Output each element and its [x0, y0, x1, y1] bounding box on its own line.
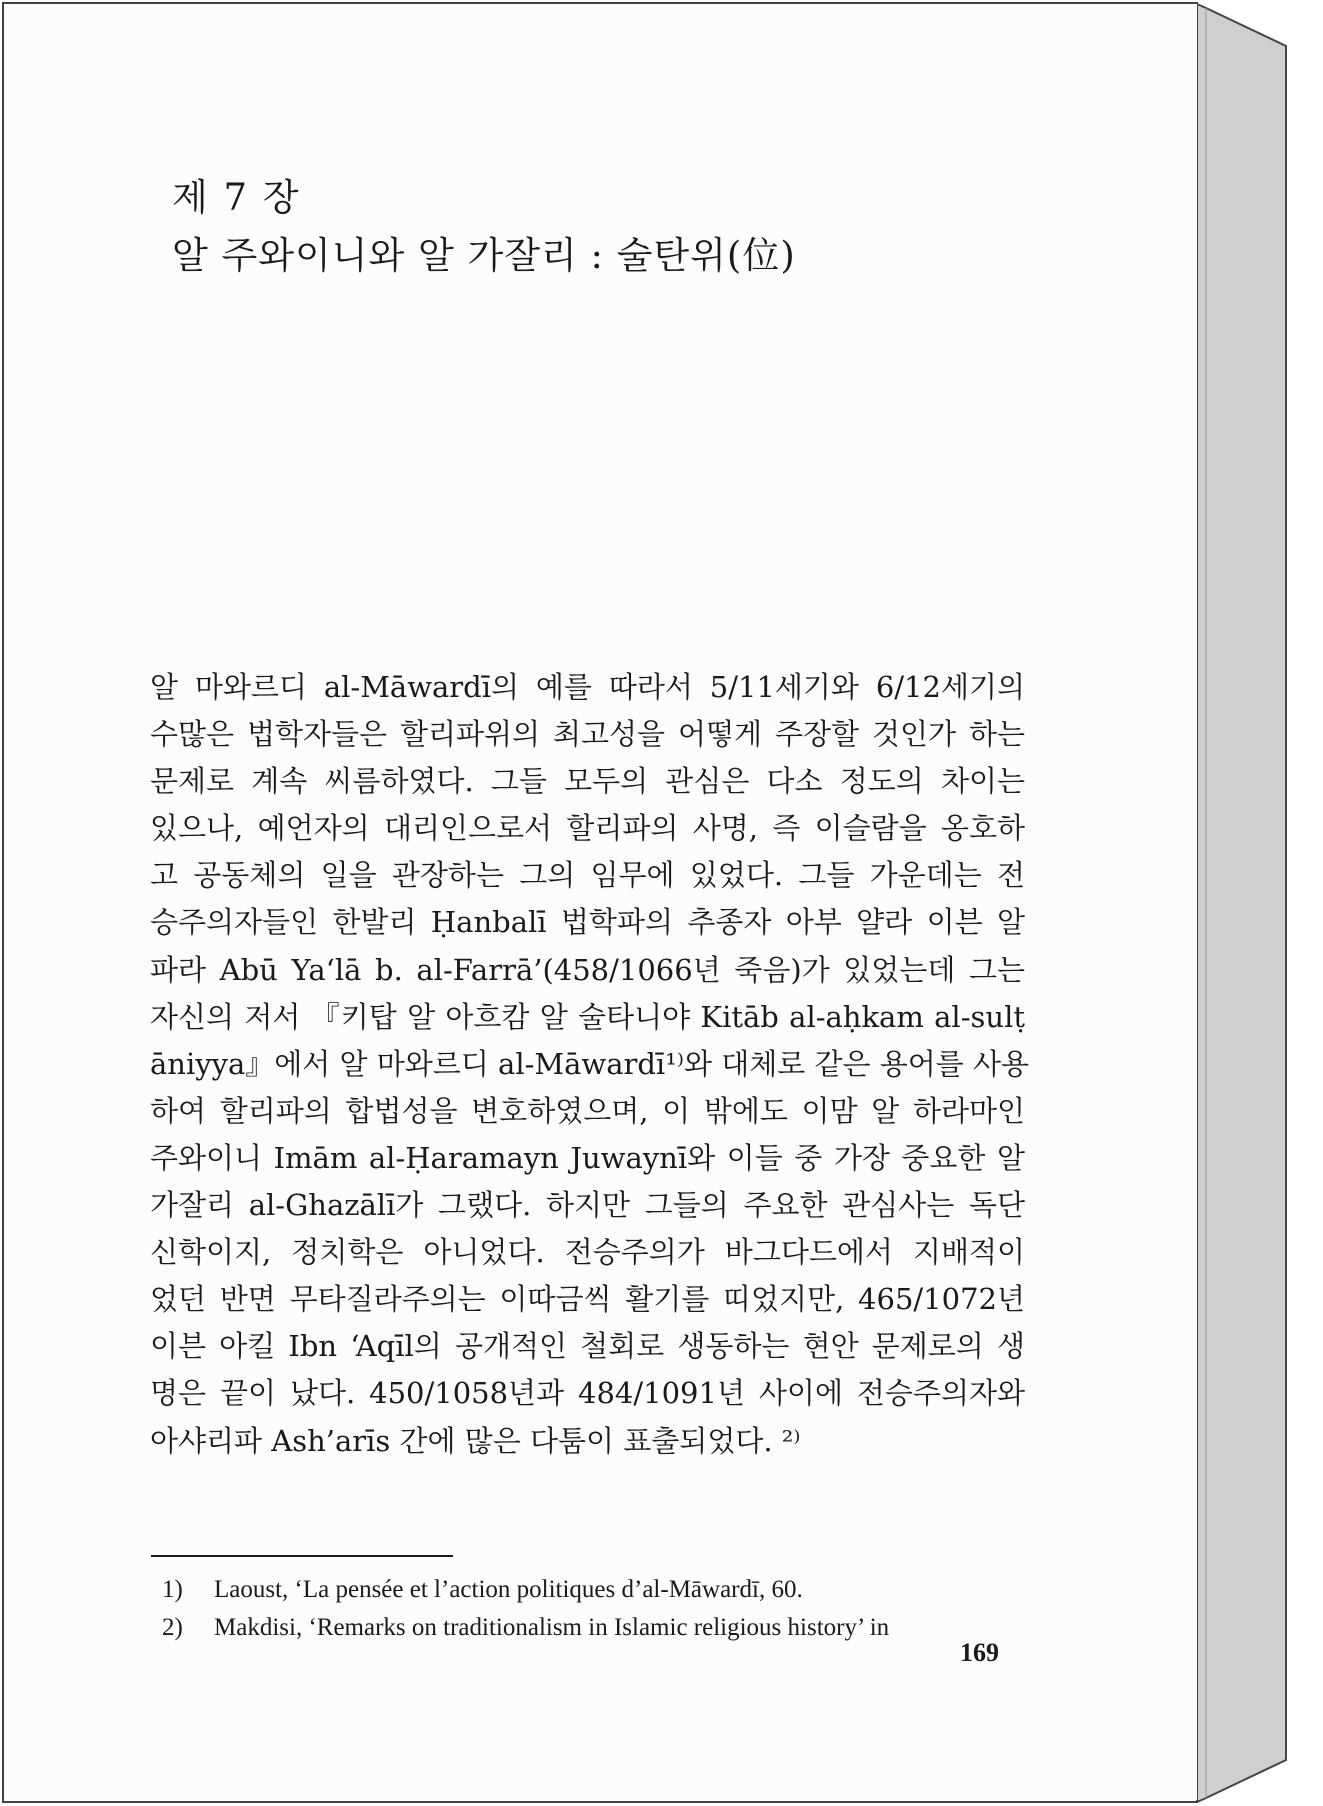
- body-line: āniyya』에서 알 마와르디 al-Māwardī¹⁾와 대체로 같은 용어를 사용: [150, 1046, 1029, 1081]
- body-line: 명은 끝이 났다. 450/1058년과 484/1091년 사이에 전승주의자와: [150, 1376, 1025, 1411]
- body-line: 고 공동체의 일을 관장하는 그의 임무에 있었다. 그들 가운데는 전: [150, 858, 1025, 893]
- page-number: 169: [960, 1638, 999, 1667]
- body-line: 신학이지, 정치학은 아니었다. 전승주의가 바그다드에서 지배적이: [150, 1235, 1025, 1270]
- body-line: 었던 반면 무타질라주의는 이따금씩 활기를 띠었지만, 465/1072년: [150, 1282, 1025, 1317]
- body-line: 하여 할리파의 합법성을 변호하였으며, 이 밖에도 이맘 알 하라마인: [150, 1093, 1025, 1128]
- footnote-2: [162, 1609, 1032, 1647]
- body-line: 수많은 법학자들은 할리파위의 최고성을 어떻게 주장할 것인가 하는: [150, 717, 1025, 752]
- body-line: 문제로 계속 씨름하였다. 그들 모두의 관심은 다소 정도의 차이는: [150, 764, 1025, 799]
- chapter-title: 알 주와이니와 알 가잘리 : 술탄위(位): [172, 234, 796, 277]
- chapter-number: 제 7 장: [172, 176, 301, 219]
- body-line: 있으나, 예언자의 대리인으로서 할리파의 사명, 즉 이슬람을 옹호하: [150, 811, 1025, 846]
- page-stack-edge: [1197, 4, 1286, 1802]
- footnote-number: 1): [162, 1576, 183, 1603]
- body-line: 주와이니 Imām al-Ḥaramayn Juwaynī와 이들 중 가장 중요한 알: [150, 1140, 1025, 1175]
- footnote-number: 2): [162, 1614, 183, 1641]
- body-line: 가잘리 al-Ghazālī가 그랬다. 하지만 그들의 주요한 관심사는 독단: [150, 1188, 1025, 1223]
- footnote-separator: [151, 1555, 453, 1557]
- footnote-1: [162, 1571, 1032, 1609]
- footnote-text: Laoust, ‘La pensée et l’action politiques d’al-Māwardī, 60.: [214, 1576, 803, 1603]
- body-text: [150, 664, 1029, 1465]
- body-line: 자신의 저서 『키탑 알 아흐캄 알 술타니야 Kitāb al-aḥkam al-sulṭ: [150, 999, 1025, 1034]
- body-line: 아샤리파 Ash’arīs 간에 많은 다툼이 표출되었다. ²⁾: [150, 1423, 801, 1458]
- body-line: 이븐 아킬 Ibn ‘Aqīl의 공개적인 철회로 생동하는 현안 문제로의 생: [150, 1329, 1025, 1364]
- book-page: [4, 4, 1197, 1800]
- body-line: 승주의자들인 한발리 Ḥanbalī 법학파의 추종자 아부 얄라 이븐 알: [150, 905, 1025, 940]
- footnotes: [162, 1571, 1032, 1647]
- body-line: 파라 Abū Ya‘lā b. al-Farrā’(458/1066년 죽음)가 있었는데 그는: [150, 952, 1025, 987]
- footnote-text: Makdisi, ‘Remarks on traditionalism in Islamic religious history’ in: [214, 1614, 890, 1641]
- body-line: 알 마와르디 al-Māwardī의 예를 따라서 5/11세기와 6/12세기의: [150, 670, 1025, 704]
